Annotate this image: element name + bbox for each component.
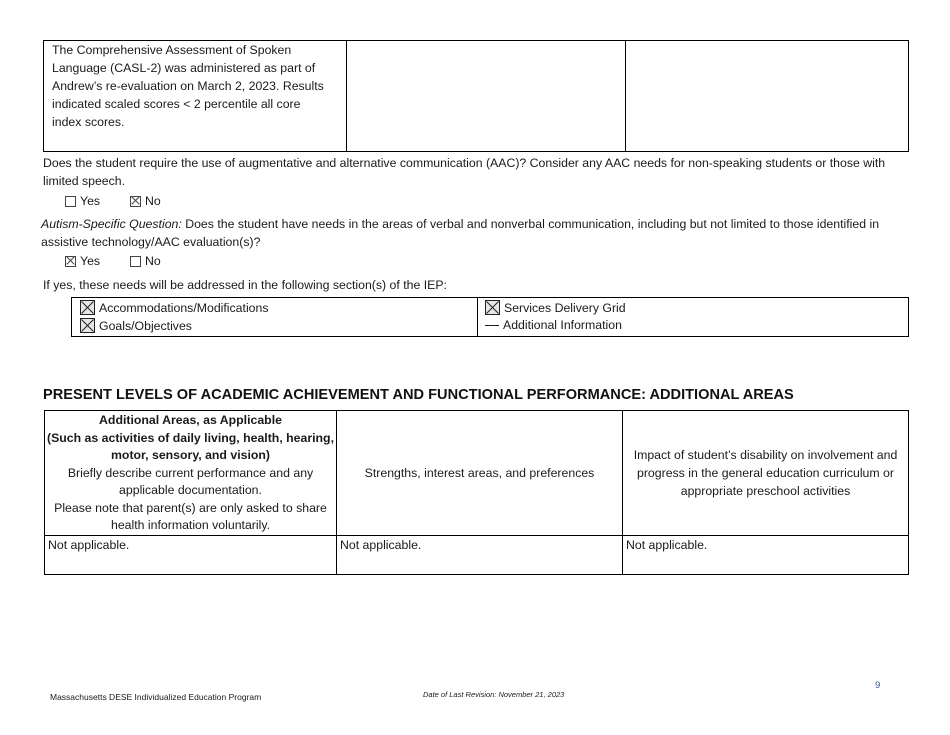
impact-header-line1: Impact of student’s disability on involvement and [633, 447, 898, 462]
aac-question [43, 155, 903, 190]
header-bold-2: (Such as activities of daily living, health, hearing, [46, 430, 334, 445]
autism-question-line2: assistive technology/AAC evaluation(s)? [41, 234, 261, 249]
additional-info-checkbox[interactable] [485, 325, 499, 326]
strengths-header: Strengths, interest areas, and preferences [337, 411, 623, 536]
aac-yes-option[interactable] [65, 194, 100, 208]
services-checkbox[interactable] [485, 300, 500, 315]
assessment-line: The Comprehensive Assessment of Spoken [52, 43, 292, 57]
goals-checkbox[interactable] [80, 318, 95, 333]
if-yes-text: If yes, these needs will be addressed in the following section(s) of the IEP: [43, 278, 447, 292]
table-cell-areas[interactable]: Not applicable. [45, 535, 337, 574]
additional-info-option[interactable] [485, 318, 622, 332]
goals-label: Goals/Objectives [99, 318, 192, 333]
goals-option[interactable] [80, 318, 192, 333]
header-line-6: Please note that parent(s) are only asked to share [54, 500, 327, 515]
header-line-5: applicable documentation. [119, 483, 262, 497]
header-bold-3: motor, sensory, and vision) [111, 448, 270, 462]
header-line-4: Briefly describe current performance and any [67, 465, 314, 480]
aac-no-checkbox[interactable] [130, 196, 141, 207]
aac-no-label: No [145, 194, 161, 208]
services-option[interactable] [485, 300, 626, 315]
impact-header-line2: progress in the general education curriculum or [636, 465, 894, 480]
footer-revision-date: Date of Last Revision: November 21, 2023 [423, 690, 565, 699]
additional-areas-header [45, 411, 337, 536]
impact-cell[interactable] [626, 41, 909, 152]
assessment-line: Andrew’s re-evaluation on March 2, 2023. Results [52, 79, 324, 93]
aac-no-option[interactable] [130, 194, 161, 208]
services-label: Services Delivery Grid [504, 300, 626, 315]
autism-yes-option[interactable] [65, 254, 100, 268]
assessment-line: index scores. [52, 115, 125, 129]
assessment-cell [44, 41, 347, 152]
aac-question-line1: Does the student require the use of augmentative and alternative communication (AAC)? Consider any AAC needs for non-speaking students or those with [43, 156, 886, 170]
aac-yes-label: Yes [80, 194, 101, 208]
autism-no-label: No [145, 254, 161, 268]
additional-areas-table [44, 410, 909, 575]
footer-program-name: Massachusetts DESE Individualized Education Program [50, 692, 262, 702]
accommodations-checkbox[interactable] [80, 300, 95, 315]
assessment-line: indicated scaled scores < 2 percentile all core [52, 97, 301, 111]
table-cell-impact[interactable]: Not applicable. [623, 535, 909, 574]
autism-yes-checkbox[interactable] [65, 256, 76, 267]
autism-no-checkbox[interactable] [130, 256, 141, 267]
autism-no-option[interactable] [130, 254, 161, 268]
aac-question-line2: limited speech. [43, 173, 126, 188]
iep-sections-box [71, 297, 909, 337]
autism-yes-label: Yes [80, 254, 101, 268]
section-heading: PRESENT LEVELS OF ACADEMIC ACHIEVEMENT AND FUNCTIONAL PERFORMANCE: ADDITIONAL AREAS [43, 387, 794, 403]
header-line-7: health information voluntarily. [110, 518, 271, 532]
accommodations-option[interactable] [80, 300, 269, 315]
communication-table [43, 40, 909, 152]
strengths-cell[interactable] [347, 41, 626, 152]
autism-question-text: Does the student have needs in the areas of verbal and nonverbal communication, including but not limited to those identified in [181, 217, 880, 231]
impact-header-line3: appropriate preschool activities [680, 483, 851, 498]
autism-question [41, 216, 901, 251]
aac-yes-checkbox[interactable] [65, 196, 76, 207]
assessment-line: Language (CASL-2) was administered as part of [52, 61, 316, 75]
accommodations-label: Accommodations/Modifications [99, 300, 269, 315]
page-number: 9 [875, 680, 881, 691]
autism-question-lead: Autism-Specific Question: [41, 217, 182, 231]
impact-header [623, 411, 909, 536]
additional-info-label: Additional Information [503, 318, 622, 332]
table-cell-strengths[interactable]: Not applicable. [337, 535, 623, 574]
header-bold-1: Additional Areas, as Applicable [99, 413, 282, 427]
